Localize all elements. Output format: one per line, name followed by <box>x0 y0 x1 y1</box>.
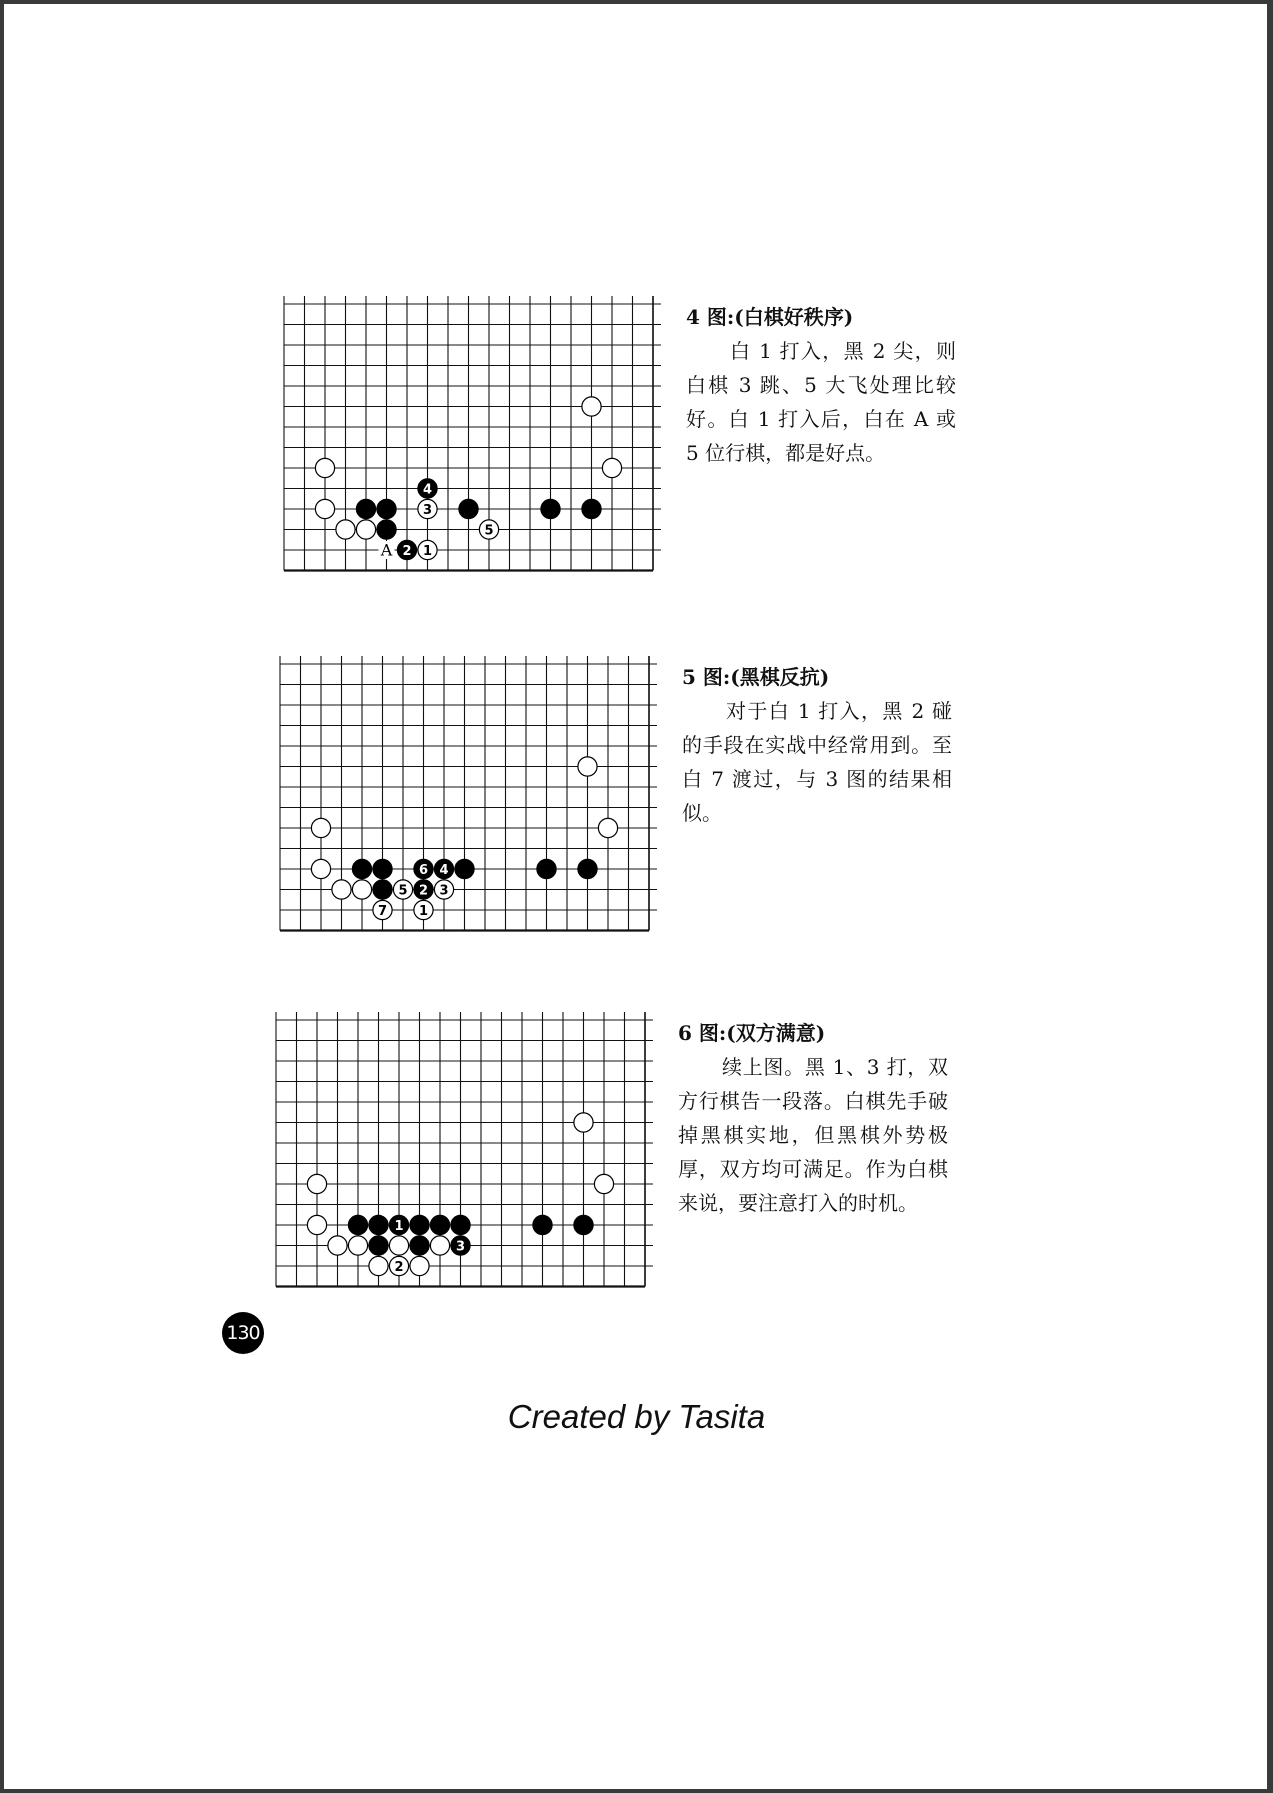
black-stone <box>410 1236 429 1255</box>
go-board-fig5 <box>272 656 659 941</box>
stone-move-number: 7 <box>377 903 388 919</box>
white-stone <box>393 880 412 899</box>
white-stone <box>315 499 334 518</box>
stone-move-number: 5 <box>484 523 494 539</box>
white-stone <box>336 520 355 539</box>
caption-body-fig5: 对于白 1 打入，黑 2 碰的手段在实战中经常用到。至白 7 渡过，与 3 图的结果相似。 <box>682 699 952 825</box>
black-stone <box>541 499 560 518</box>
white-stone <box>410 1256 429 1275</box>
white-stone <box>328 1236 347 1255</box>
white-stone <box>582 397 601 416</box>
black-stone <box>414 880 433 899</box>
black-stone <box>348 1215 367 1234</box>
white-stone <box>307 1174 326 1193</box>
white-stone <box>389 1256 408 1275</box>
go-board-fig4 <box>276 296 663 581</box>
white-stone <box>332 880 351 899</box>
white-stone <box>418 499 437 518</box>
black-stone <box>377 499 396 518</box>
stone-move-number: 3 <box>422 502 433 518</box>
white-stone <box>578 757 597 776</box>
black-stone <box>574 1215 593 1234</box>
white-stone <box>356 520 375 539</box>
stone-move-number: 6 <box>418 862 429 878</box>
black-stone <box>582 499 601 518</box>
stone-move-number: 3 <box>439 883 449 899</box>
white-stone <box>602 458 621 477</box>
caption-fig4 <box>686 300 956 470</box>
stone-move-number: 2 <box>394 1259 404 1275</box>
black-stone <box>414 859 433 878</box>
white-stone <box>598 818 617 837</box>
white-stone <box>315 458 334 477</box>
white-stone <box>389 1236 408 1255</box>
stone-move-number: 3 <box>455 1239 466 1255</box>
caption-body-fig4: 白 1 打入，黑 2 尖，则白棋 3 跳、5 大飞处理比较好。白 1 打入后，白在 A 或 5 位行棋，都是好点。 <box>686 339 956 465</box>
black-stone <box>410 1215 429 1234</box>
board-svg-fig6 <box>268 1012 655 1297</box>
stone-move-number: 1 <box>422 543 433 559</box>
black-stone <box>397 540 416 559</box>
page-number-badge: 130 <box>222 1312 264 1354</box>
black-stone <box>389 1215 408 1234</box>
black-stone <box>369 1215 388 1234</box>
point-label: A <box>380 540 393 560</box>
black-stone <box>369 1236 388 1255</box>
board-svg-fig4 <box>276 296 663 581</box>
board-svg-fig5 <box>272 656 659 941</box>
white-stone <box>352 880 371 899</box>
white-stone <box>311 818 330 837</box>
black-stone <box>434 859 453 878</box>
caption-body-fig6: 续上图。黑 1、3 打，双方行棋告一段落。白棋先手破掉黑棋实地，但黑棋外势极厚，双方均可满足。作为白棋来说，要注意打入的时机。 <box>678 1055 948 1215</box>
white-stone <box>418 540 437 559</box>
white-stone <box>430 1236 449 1255</box>
white-stone <box>311 859 330 878</box>
stone-move-number: 1 <box>418 903 429 919</box>
black-stone <box>377 520 396 539</box>
stone-move-number: 4 <box>422 482 433 498</box>
white-stone <box>414 900 433 919</box>
black-stone <box>455 859 474 878</box>
black-stone <box>451 1236 470 1255</box>
stone-move-number: 1 <box>394 1218 404 1234</box>
stone-move-number: 2 <box>402 543 412 559</box>
black-stone <box>537 859 556 878</box>
black-stone <box>418 479 437 498</box>
white-stone <box>348 1236 367 1255</box>
black-stone <box>533 1215 552 1234</box>
black-stone <box>578 859 597 878</box>
caption-title-fig4: 4 图:(白棋好秩序) <box>686 305 854 329</box>
caption-title-fig5: 5 图:(黑棋反抗) <box>682 665 830 689</box>
black-stone <box>459 499 478 518</box>
black-stone <box>430 1215 449 1234</box>
white-stone <box>574 1113 593 1132</box>
black-stone <box>373 880 392 899</box>
black-stone <box>356 499 375 518</box>
caption-fig6 <box>678 1016 948 1220</box>
stone-move-number: 5 <box>398 883 408 899</box>
white-stone <box>434 880 453 899</box>
black-stone <box>352 859 371 878</box>
caption-fig5 <box>682 660 952 830</box>
stone-move-number: 2 <box>418 883 429 899</box>
black-stone <box>373 859 392 878</box>
black-stone <box>451 1215 470 1234</box>
white-stone <box>373 900 392 919</box>
caption-title-fig6: 6 图:(双方满意) <box>678 1021 826 1045</box>
stone-move-number: 4 <box>439 862 449 878</box>
white-stone <box>479 520 498 539</box>
white-stone <box>594 1174 613 1193</box>
go-board-fig6 <box>268 1012 655 1297</box>
white-stone <box>307 1215 326 1234</box>
credit-text: Created by Tasita <box>507 1398 766 1435</box>
white-stone <box>369 1256 388 1275</box>
